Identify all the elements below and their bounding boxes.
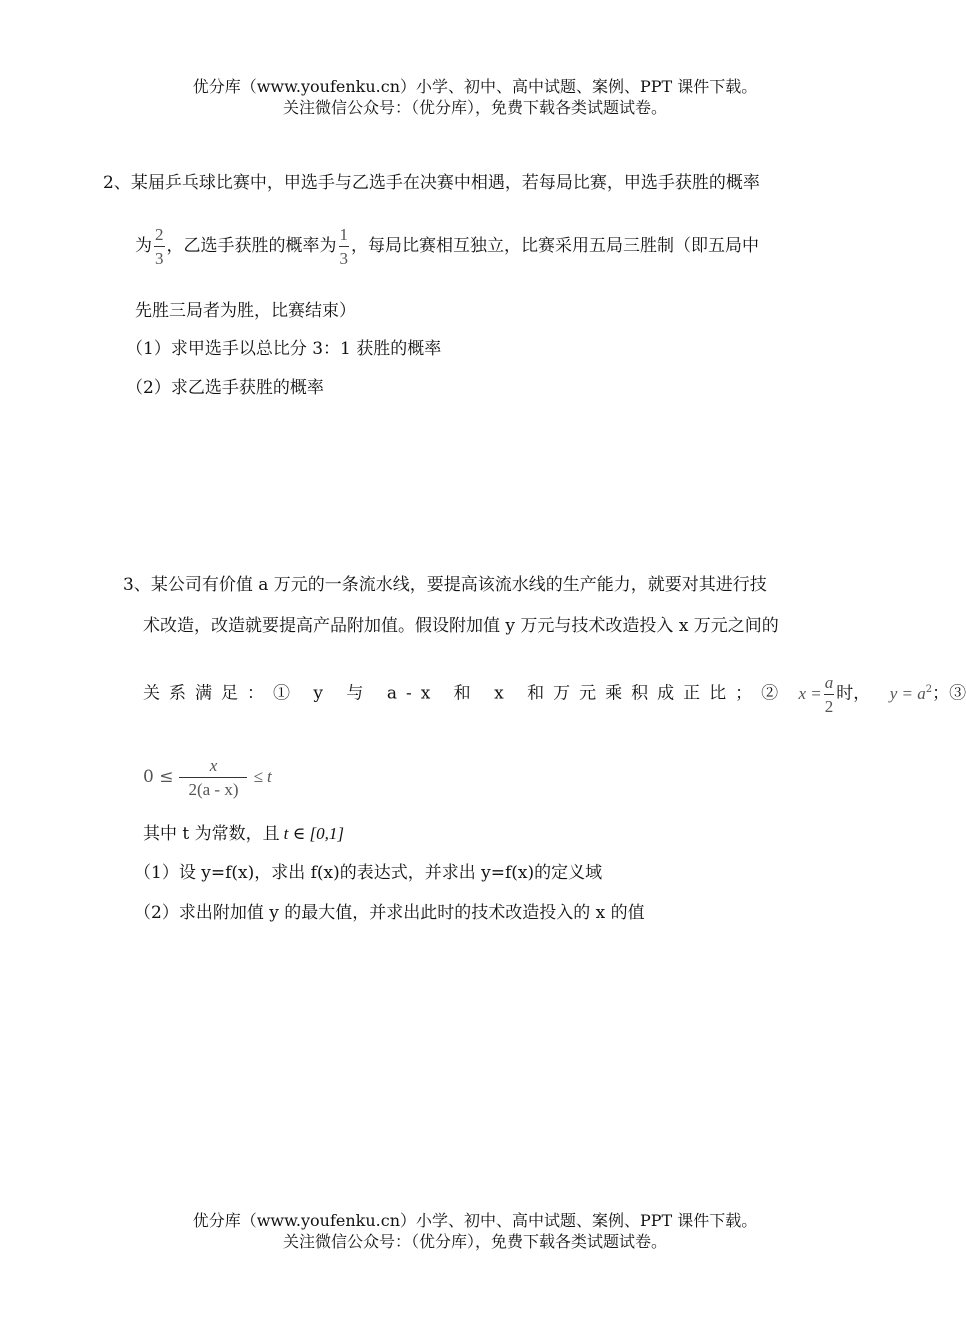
q3-line-1: 3、某公司有价值 a 万元的一条流水线，要提高该流水线的生产能力，就要对其进行技	[123, 575, 767, 595]
q3-line-5-text: 其中 t 为常数，且	[143, 824, 280, 844]
footer-line-2: 关注微信公众号：（优分库），免费下载各类试题试卷。	[282, 1232, 667, 1251]
q2-line-2-start: 为	[135, 236, 152, 256]
inequality-right: ≤ t	[253, 767, 272, 786]
fraction-numerator: 2	[155, 225, 164, 244]
fraction-a-over-2	[824, 673, 835, 716]
condition-2-rhs: y = a	[889, 683, 926, 703]
q3-line-3-when: 时，	[836, 683, 871, 704]
inequality-fraction	[179, 756, 247, 799]
q3-line-5	[143, 819, 344, 844]
fraction-one-third	[339, 225, 350, 268]
q3-line-3-start: 关系满足：① y 与 a-x 和 x 和万元乘积成正比；②	[143, 683, 788, 704]
fraction-numerator: x	[209, 756, 218, 775]
fraction-numerator: a	[824, 672, 834, 692]
inequality-left: 0 ≤	[143, 767, 174, 787]
fraction-denominator: 2	[824, 696, 834, 716]
fraction-denominator: 3	[339, 249, 348, 268]
q3-inequality	[143, 752, 272, 802]
q2-subquestion-1: （1）求甲选手以总比分 3：1 获胜的概率	[126, 339, 442, 359]
q2-subquestion-2: （2）求乙选手获胜的概率	[126, 378, 324, 398]
exponent: 2	[925, 684, 933, 695]
header-line-1: 优分库（www.youfenku.cn）小学、初中、高中试题、案例、PPT 课件下载。	[192, 77, 758, 96]
q3-subquestion-1: （1）设 y=f(x)，求出 f(x)的表达式，并求出 y=f(x)的定义域	[134, 863, 603, 883]
q2-line-3: 先胜三局者为胜，比赛结束）	[135, 301, 356, 321]
q2-line-2-middle: ，乙选手获胜的概率为	[166, 236, 337, 256]
header-line-2: 关注微信公众号：（优分库），免费下载各类试题试卷。	[282, 98, 667, 117]
q3-subquestion-2: （2）求出附加值 y 的最大值，并求出此时的技术改造投入的 x 的值	[134, 903, 645, 923]
fraction-two-thirds	[154, 225, 165, 268]
q3-line-3-end: ；③	[932, 683, 966, 704]
t-range: t ∈ [0,1]	[283, 824, 344, 843]
fraction-denominator: 3	[155, 249, 164, 268]
q2-line-2-end: ，每局比赛相互独立，比赛采用五局三胜制（即五局中	[351, 236, 759, 256]
q3-line-2: 术改造，改造就要提高产品附加值。假设附加值 y 万元与技术改造投入 x 万元之间的	[143, 616, 779, 636]
fraction-denominator: 2(a - x)	[188, 780, 239, 799]
q2-line-1: 2、某届乒乓球比赛中，甲选手与乙选手在决赛中相遇，若每局比赛，甲选手获胜的概率	[103, 173, 760, 193]
fraction-numerator: 1	[339, 225, 348, 244]
q3-line-3	[143, 668, 966, 716]
q2-line-2	[135, 224, 759, 268]
footer-line-1: 优分库（www.youfenku.cn）小学、初中、高中试题、案例、PPT 课件下载。	[192, 1211, 758, 1230]
condition-2-lhs: x =	[798, 683, 822, 703]
